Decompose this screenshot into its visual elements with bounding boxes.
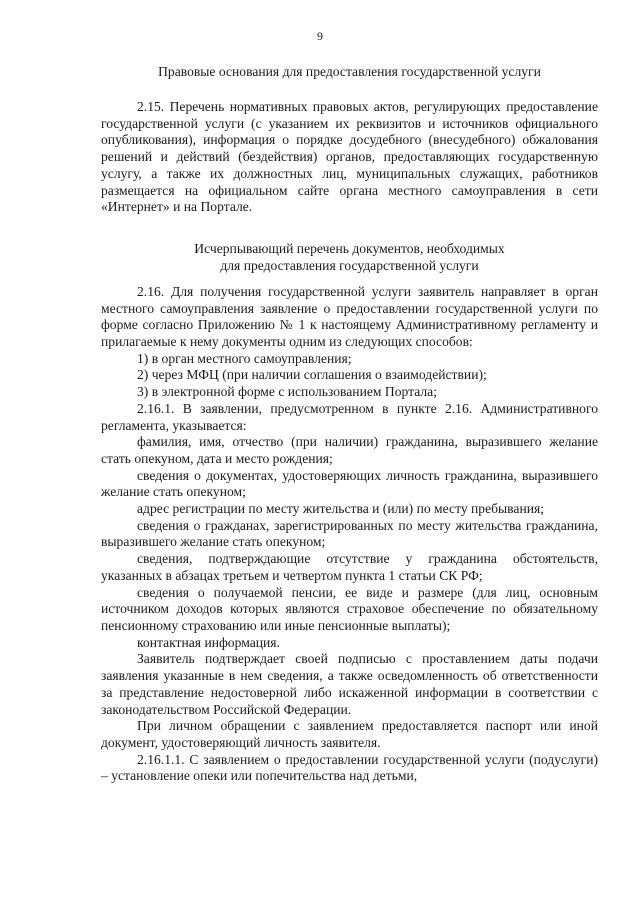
- paragraph-2-16-1-1: 2.16.1.1. С заявлением о предоставлении государственной услуги (подуслуги) – установление опеки или попечительства над детьми,: [101, 751, 598, 784]
- paragraph-2-15: 2.15. Перечень нормативных правовых актов, регулирующих предоставление государственной услуги (с указанием их реквизитов и источников официального опубликования), информация о порядке досудебного (внесудебного) обжалования решений и действий (бездействия) органов, предоставляющих государственную услугу, а также их должностных лиц, муниципальных служащих, работников размещается на официальном сайте органа местного самоуправления в сети «Интернет» и на Портале.: [101, 99, 598, 215]
- page-number: 9: [317, 29, 323, 43]
- paragraph-passport: При личном обращении с заявлением предоставляется паспорт или иной документ, удостоверяющий личность заявителя.: [101, 718, 598, 750]
- paragraph-confirmation: Заявитель подтверждает своей подписью с проставлением даты подачи заявления указанные в нем сведения, а также осведомленность об ответственности за представление недостоверной либо искаженной информации в соответствии с законодательством Российской Федерации.: [101, 651, 598, 717]
- heading-documents-line2: для предоставления государственной услуги: [220, 257, 479, 273]
- list-item-field-7: контактная информация.: [137, 634, 280, 650]
- list-item-way-3: 3) в электронной форме с использованием Портала;: [137, 384, 437, 400]
- list-item-way-2: 2) через МФЦ (при наличии соглашения о взаимодействии);: [137, 367, 487, 383]
- list-item-field-4: сведения о гражданах, зарегистрированных по месту жительства гражданина, выразившего желание стать опекуном;: [101, 517, 598, 550]
- paragraph-2-16-1: 2.16.1. В заявлении, предусмотренном в пункте 2.16. Административного регламента, указывается:: [101, 400, 598, 433]
- paragraph-2-16: 2.16. Для получения государственной услуги заявитель направляет в орган местного самоуправления заявление о предоставлении государственной услуги по форме согласно Приложению № 1 к настоящему Административному регламенту и прилагаемые к нему документы одним из следующих способов:: [101, 283, 598, 350]
- heading-legal-basis: Правовые основания для предоставления государственной услуги: [158, 64, 541, 79]
- list-item-field-6: сведения о получаемой пенсии, ее виде и размере (для лиц, основным источником доходов которых являются страховое обеспечение по обязательному пенсионному страхованию или иные пенсионные выплаты);: [101, 584, 598, 633]
- list-item-way-1: 1) в орган местного самоуправления;: [137, 350, 352, 366]
- list-item-field-2: сведения о документах, удостоверяющих личность гражданина, выразившего желание стать опекуном;: [101, 467, 598, 500]
- heading-documents-line1: Исчерпывающий перечень документов, необходимых: [194, 240, 505, 256]
- list-item-field-3: адрес регистрации по месту жительства и (или) по месту пребывания;: [137, 501, 545, 517]
- list-item-field-5: сведения, подтверждающие отсутствие у гражданина обстоятельств, указанных в абзацах третьем и четвертом пункта 1 статьи СК РФ;: [101, 551, 598, 583]
- list-item-field-1: фамилия, имя, отчество (при наличии) гражданина, выразившего желание стать опекуном, дата и место рождения;: [101, 434, 598, 466]
